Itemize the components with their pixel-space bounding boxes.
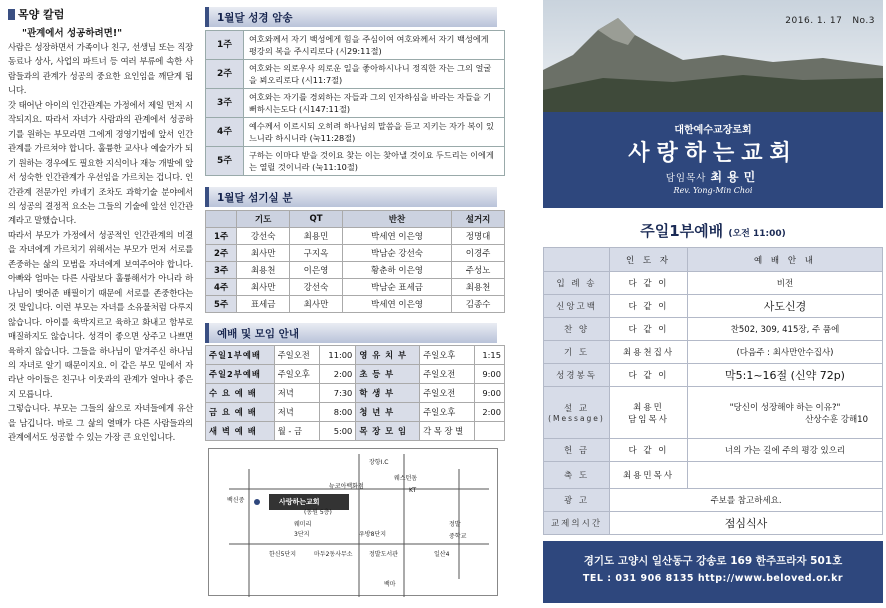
order-name (544, 341, 610, 364)
meeting-cell: 주일2부예배 (206, 365, 275, 384)
meeting-cell: 주일오전 (420, 365, 475, 384)
order-row (544, 295, 883, 318)
order-leader-text: 다 같 이 (628, 302, 669, 312)
meeting-cell: 초 등 부 (356, 365, 420, 384)
meeting-cell: 각 목 장 별 (420, 422, 475, 441)
map-label: (동원 5층) (304, 509, 332, 516)
meeting-cell: 1:15 (475, 346, 505, 365)
meeting-cell: 금 요 예 배 (206, 403, 275, 422)
order-name (544, 387, 610, 439)
pastor-column (6, 0, 196, 608)
map-label: 한신5단지 (269, 551, 297, 558)
denomination: 대한예수교장로회 (674, 125, 752, 136)
order-leader-text: 최용천집사 (622, 348, 675, 358)
verse-row (206, 118, 505, 147)
map-label: 백마 (384, 581, 396, 588)
meeting-cell: 주일오후 (274, 365, 320, 384)
verse-week: 1주 (206, 31, 244, 60)
order-leader (610, 462, 688, 489)
service-roles-cell: 최용천 (237, 262, 290, 279)
service-roles-cell: 1주 (206, 228, 237, 245)
order-row (544, 318, 883, 341)
service-roles-cell: 이경주 (452, 245, 505, 262)
order-detail (688, 387, 883, 439)
service-roles-cell: 4주 (206, 279, 237, 296)
service-roles-cell: 강선숙 (237, 228, 290, 245)
column-body: 사람은 성장하면서 가족이나 친구, 선생님 또는 직장 동료나 상사, 사업의 파트너 등 여러 부류에 속한 사람들과의 관계가 성공의 중요한 요인임을 깨닫게 됩니다. 갓 태어난 아이의 인간관계는 가정에서 제일 먼저 시작되지요. 따라서 자녀가 사람과의 관계에서 성공하기를 원하는 부모라면 그에게 경영기법에 앞서 인간관계를 가르쳐야 합니다. 훌륭한 교사나 예술가가 되기 원하는 경우에도 필요한 지식이나 재능 개발에 앞서 성숙한 인간관계가 우선임을 가르치는 겁니다. 인간관계 전문가인 카네기 조차도 과학기술 분야에서의 성공의 결정적 요소는 그들의 기술에 앞선 인간관계라고 말했습니다. 따라서 부모가 가정에서 성공적인 인간관계의 비결을 자녀에게 가르치기 위해서는 부모가 먼저 서로를 존중하는 삶의 모범을 자녀에게 보여주어야 합니다. 아빠와 엄마는 다른 사람보다 훌륭해서가 아니라 하나님이 맺어준 배필이기 때문에 서로를 존중한다는 것 말입니다. 이런 부모는 자녀를 소유물처럼 다루지 않습니다. 아이를 육박지르고 육하고 화내고 함부로 매질하지도 않습니다. 성격이 좋으면 상주고 나쁘면 육하지 않습니다. 그들을 하나님이 맡겨주신 하나님의 자녀로 알기 때문이지요. 이 같은 부모 밑에서 자라난 아이들은 친구나 이웃과의 관계가 얼마나 좋은지 모릅니다. 그렇습니다. 부모는 그들의 삶으로 자녀들에게 유산을 남깁니다. 바로 그 삶의 열매가 다른 사람들과의 관계에서도 성공할 수 있는 가장 큰 요인입니다. (8, 42, 193, 443)
meeting-row (206, 403, 505, 422)
service-roles-table (205, 210, 505, 313)
meeting-cell: 월 - 금 (274, 422, 320, 441)
service-roles-cell: 최사만 (290, 296, 343, 313)
verse-row (206, 147, 505, 176)
order-row (544, 489, 883, 512)
service-roles-row (206, 228, 505, 245)
order-detail (688, 272, 883, 295)
meeting-cell: 주일오후 (420, 403, 475, 422)
issue-date: 2016. 1. 17 (785, 16, 843, 26)
order-name-text: 기 도 (563, 348, 590, 358)
map-label: KT (409, 487, 417, 494)
order-detail-text: 비전 (776, 279, 794, 289)
service-roles-cell: 주성노 (452, 262, 505, 279)
service-roles-header: 반찬 (342, 211, 451, 228)
meeting-row (206, 422, 505, 441)
meeting-cell: 주일오후 (420, 346, 475, 365)
service-roles-cell: 구지옥 (290, 245, 343, 262)
verse-text: 예수께서 이르시되 오히려 하나님의 말씀을 듣고 지키는 자가 복이 있느니라 하시니라 (눅11:28절) (244, 118, 505, 147)
service-roles-row (206, 262, 505, 279)
order-detail: 점심식사 (610, 512, 883, 535)
meeting-cell: 7:30 (320, 384, 356, 403)
order-detail-sub: 산상수훈 강해10 (805, 414, 868, 425)
map-label: 웨스턴돔 (394, 475, 418, 482)
pastor-line: 담임목사 최용민 (665, 170, 761, 184)
order-name (544, 439, 610, 462)
service-roles-cell: 박남순 표세금 (342, 279, 451, 296)
order-detail-text: (다음주 : 최사만안수집사) (736, 348, 834, 358)
meeting-cell: 주일1부예배 (206, 346, 275, 365)
header-panel (543, 0, 883, 208)
map-label: 장항I.C (369, 459, 389, 466)
meetings-title: 예배 및 모임 안내 (205, 323, 497, 343)
church-name: 사랑하는교회 (628, 141, 798, 166)
order-row (544, 462, 883, 489)
verse-text: 여호와는 의로우사 의로운 일을 좋아하시나니 정직한 자는 그의 얼굴을 뵈오리로다 (시11:7절) (244, 60, 505, 89)
order-detail (688, 364, 883, 387)
meeting-cell: 8:00 (320, 403, 356, 422)
order-name-text: 축 도 (563, 471, 590, 481)
service-roles-cell: 5주 (206, 296, 237, 313)
meeting-row (206, 346, 505, 365)
service-roles-header: 설거지 (452, 211, 505, 228)
order-leader (610, 387, 688, 439)
order-detail (688, 295, 883, 318)
service-roles-cell: 황춘하 이은영 (342, 262, 451, 279)
service-roles-header: QT (290, 211, 343, 228)
order-detail-text: 찬502, 309, 415장, 주 품에 (730, 325, 840, 335)
footer-contact: TEL : 031 906 8135 http://www.beloved.or.kr (582, 573, 844, 584)
order-leader (610, 318, 688, 341)
order-name-text: 입 례 송 (556, 279, 597, 289)
order-name-text: 교제의시간 (550, 519, 603, 529)
meeting-cell: 2:00 (475, 403, 505, 422)
service-roles-title: 1월달 섬기실 분 (205, 187, 497, 207)
meeting-row (206, 384, 505, 403)
worship-order-table (543, 247, 883, 535)
order-name-text: 헌 금 (563, 446, 590, 456)
order-detail (688, 341, 883, 364)
verse-week: 4주 (206, 118, 244, 147)
map-label: 뉴코아백화점 (329, 483, 364, 490)
order-name (544, 364, 610, 387)
verse-text: 여호와께서 자기 백성에게 힘을 주심이여 여호와께서 자기 백성에게 평강의 복을 주시리로다 (시29:11절) (244, 31, 505, 60)
meeting-cell: 학 생 부 (356, 384, 420, 403)
order-name (544, 489, 610, 512)
order-leader (610, 341, 688, 364)
service-roles-cell: 이은영 (290, 262, 343, 279)
map-label: 정발 (449, 521, 461, 528)
meeting-cell: 저녁 (274, 384, 320, 403)
order-header-blank (544, 248, 610, 272)
order-header-order: 예 배 안 내 (688, 248, 883, 272)
order-name (544, 295, 610, 318)
service-title: 주일1부예배 (오전 11:00) (640, 222, 786, 240)
order-leader-text: 최용민 (633, 402, 664, 413)
order-row (544, 387, 883, 439)
order-header-leader: 인 도 자 (610, 248, 688, 272)
service-roles-cell: 강선숙 (290, 279, 343, 296)
service-roles-row (206, 245, 505, 262)
order-detail (688, 318, 883, 341)
service-roles-row (206, 296, 505, 313)
order-name-text: 설 교 (563, 404, 590, 414)
order-name (544, 462, 610, 489)
order-name-text: 광 고 (563, 496, 590, 506)
service-roles-header: 기도 (237, 211, 290, 228)
order-leader (610, 295, 688, 318)
footer (543, 541, 883, 603)
order-leader (610, 272, 688, 295)
service-roles-header (206, 211, 237, 228)
order-detail: 주보를 참고하세요. (610, 489, 883, 512)
meeting-cell (475, 422, 505, 441)
order-detail (688, 439, 883, 462)
verse-text: 구하는 이마다 받을 것이요 찾는 이는 찾아낼 것이요 두드리는 이에게는 열릴 것이니라 (눅11:10절) (244, 147, 505, 176)
order-detail (688, 462, 883, 489)
map-label: 정발도서관 (369, 551, 398, 558)
meeting-cell: 9:00 (475, 365, 505, 384)
map-label: 웨미리 (294, 521, 312, 528)
order-row (544, 272, 883, 295)
service-roles-cell: 최용천 (452, 279, 505, 296)
meeting-row (206, 365, 505, 384)
verse-row (206, 60, 505, 89)
service-roles-cell: 2주 (206, 245, 237, 262)
order-row (544, 341, 883, 364)
title-bar-icon (8, 9, 15, 20)
meeting-cell: 주일오전 (274, 346, 320, 365)
meeting-cell: 5:00 (320, 422, 356, 441)
meetings-table (205, 345, 505, 441)
service-roles-cell: 최사만 (237, 279, 290, 296)
order-detail-text: "당신이 성장해야 하는 이유?" (729, 402, 841, 413)
service-roles-cell: 김종수 (452, 296, 505, 313)
meeting-cell: 9:00 (475, 384, 505, 403)
order-name-text: 찬 양 (563, 325, 590, 335)
verse-week: 3주 (206, 89, 244, 118)
map-label: 마두2동사무소 (314, 551, 353, 558)
issue-meta (775, 16, 875, 26)
map-label: 일산4 (434, 551, 450, 558)
order-detail-text: 막5:1~16절 (신약 72p) (725, 369, 845, 382)
order-leader-text: 최용민목사 (622, 471, 675, 481)
service-roles-cell: 최용민 (290, 228, 343, 245)
service-roles-row (206, 279, 505, 296)
location-map (208, 448, 498, 596)
service-roles-cell: 정명대 (452, 228, 505, 245)
verse-text: 여호와는 자기를 경외하는 자들과 그의 인자하심을 바라는 자들을 기뻐하시는도다 (시147:11절) (244, 89, 505, 118)
order-name (544, 318, 610, 341)
order-leader-text: 다 같 이 (628, 446, 669, 456)
map-label: 사랑하는교회 (279, 498, 320, 506)
column-title: 목양 칼럼 (8, 6, 64, 22)
issue-number: No.3 (852, 16, 875, 26)
order-detail-text: 사도신경 (763, 300, 807, 313)
meeting-cell: 저녁 (274, 403, 320, 422)
order-name-text: 신앙고백 (556, 302, 597, 312)
order-detail-text: 너의 가는 길에 주의 평강 있으리 (724, 446, 846, 456)
order-leader-text: 다 같 이 (628, 279, 669, 289)
map-label: 중학교 (449, 533, 467, 540)
meeting-cell: 2:00 (320, 365, 356, 384)
order-name-sub: (Message) (548, 414, 605, 423)
verse-row (206, 31, 505, 60)
info-column (205, 0, 505, 608)
pastor-english: Rev. Yong-Min Choi (673, 186, 753, 195)
column-heading: "관계에서 성공하려면!" (22, 28, 123, 39)
order-leader (610, 439, 688, 462)
footer-address: 경기도 고양시 일산동구 강송로 169 한주프라자 501호 (583, 555, 843, 567)
meeting-cell: 청 년 부 (356, 403, 420, 422)
order-name (544, 512, 610, 535)
map-label: 3단지 (294, 531, 310, 538)
verse-week: 5주 (206, 147, 244, 176)
meeting-cell: 목 장 모 임 (356, 422, 420, 441)
service-roles-cell: 최사만 (237, 245, 290, 262)
verses-table (205, 30, 505, 176)
meeting-cell: 수 요 예 배 (206, 384, 275, 403)
service-roles-cell: 박세연 이은영 (342, 228, 451, 245)
map-label: 백신중 (227, 497, 245, 504)
order-leader (610, 364, 688, 387)
meeting-cell: 주일오전 (420, 384, 475, 403)
order-leader-text: 다 같 이 (628, 325, 669, 335)
order-column (543, 0, 883, 608)
meeting-cell: 영 유 치 부 (356, 346, 420, 365)
map-label: 우방8단지 (359, 531, 387, 538)
verse-week: 2주 (206, 60, 244, 89)
meeting-cell: 11:00 (320, 346, 356, 365)
order-row (544, 439, 883, 462)
order-row (544, 512, 883, 535)
service-roles-cell: 3주 (206, 262, 237, 279)
service-roles-cell: 박세연 이은영 (342, 296, 451, 313)
meeting-cell: 새 벽 예 배 (206, 422, 275, 441)
order-leader-sub: 담임목사 (628, 414, 669, 425)
service-roles-cell: 박남순 강선숙 (342, 245, 451, 262)
order-name (544, 272, 610, 295)
order-leader-text: 다 같 이 (628, 371, 669, 381)
verses-title: 1월달 성경 암송 (205, 7, 497, 27)
order-name-text: 성경봉독 (556, 371, 597, 381)
verse-row (206, 89, 505, 118)
service-roles-cell: 표세금 (237, 296, 290, 313)
order-row (544, 364, 883, 387)
